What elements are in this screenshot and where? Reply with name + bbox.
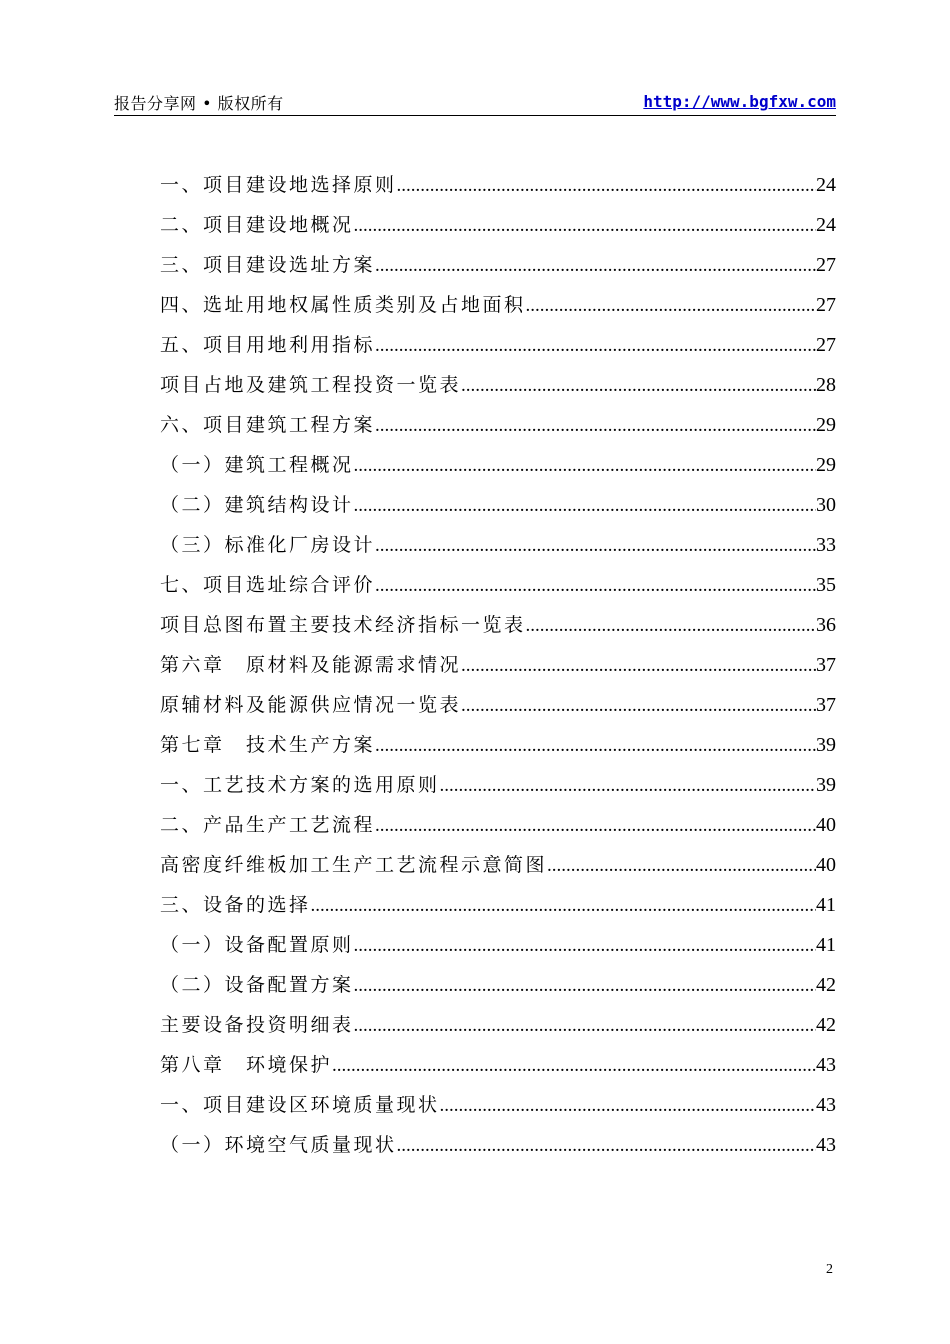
toc-entry[interactable]	[160, 450, 836, 490]
toc-leader-dots	[332, 1055, 816, 1077]
toc-leader-dots	[311, 895, 816, 917]
toc-entry-page: 29	[816, 414, 836, 436]
toc-leader-dots	[354, 1015, 816, 1037]
toc-entry[interactable]	[160, 730, 836, 770]
toc-leader-dots	[375, 735, 816, 757]
toc-entry-title: （三）标准化厂房设计	[160, 534, 376, 556]
toc-entry-page: 24	[816, 174, 836, 196]
toc-leader-dots	[375, 335, 816, 357]
toc-entry-page: 42	[816, 1014, 836, 1036]
toc-entry[interactable]	[160, 610, 836, 650]
toc-entry[interactable]	[160, 1050, 836, 1090]
toc-entry[interactable]	[160, 810, 836, 850]
toc-entry-title: 五、项目用地利用指标	[160, 334, 376, 356]
header-site-name: 报告分享网 • 版权所有	[114, 94, 284, 113]
page-number: 2	[826, 1262, 833, 1277]
toc-leader-dots	[547, 855, 816, 877]
toc-leader-dots	[526, 615, 816, 637]
toc-entry-title: 第八章 环境保护	[160, 1054, 333, 1076]
toc-entry[interactable]	[160, 890, 836, 930]
toc-entry-page: 40	[816, 854, 836, 876]
toc-entry-title: （一）设备配置原则	[160, 934, 354, 956]
toc-entry-page: 27	[816, 334, 836, 356]
toc-entry-title: 第七章 技术生产方案	[160, 734, 376, 756]
toc-entry[interactable]	[160, 930, 836, 970]
page-header	[114, 91, 836, 116]
toc-leader-dots	[354, 455, 816, 477]
toc-entry[interactable]	[160, 170, 836, 210]
toc-entry-page: 42	[816, 974, 836, 996]
toc-entry[interactable]	[160, 850, 836, 890]
toc-leader-dots	[526, 295, 816, 317]
toc-leader-dots	[354, 495, 816, 517]
toc-entry-page: 30	[816, 494, 836, 516]
toc-entry-page: 41	[816, 894, 836, 916]
toc-entry-page: 28	[816, 374, 836, 396]
toc-entry[interactable]	[160, 650, 836, 690]
toc-leader-dots	[354, 935, 816, 957]
toc-entry-page: 40	[816, 814, 836, 836]
toc-entry[interactable]	[160, 570, 836, 610]
toc-leader-dots	[375, 575, 816, 597]
toc-entry-title: 一、工艺技术方案的选用原则	[160, 774, 440, 796]
toc-entry[interactable]	[160, 970, 836, 1010]
toc-entry[interactable]	[160, 1090, 836, 1130]
toc-entry[interactable]	[160, 250, 836, 290]
header-url-link[interactable]: http://www.bgfxw.com	[643, 92, 836, 111]
toc-entry-page: 27	[816, 294, 836, 316]
toc-entry-page: 33	[816, 534, 836, 556]
toc-entry-title: 第六章 原材料及能源需求情况	[160, 654, 462, 676]
toc-leader-dots	[375, 815, 816, 837]
toc-entry[interactable]	[160, 490, 836, 530]
toc-entry-page: 29	[816, 454, 836, 476]
toc-entry-page: 37	[816, 694, 836, 716]
toc-entry[interactable]	[160, 1010, 836, 1050]
toc-leader-dots	[461, 655, 816, 677]
toc-entry[interactable]	[160, 330, 836, 370]
toc-entry-page: 43	[816, 1134, 836, 1156]
toc-leader-dots	[375, 535, 816, 557]
table-of-contents	[160, 170, 836, 1170]
toc-entry-title: 四、选址用地权属性质类别及占地面积	[160, 294, 526, 316]
toc-entry-page: 43	[816, 1094, 836, 1116]
toc-entry-page: 27	[816, 254, 836, 276]
toc-entry-title: 原辅材料及能源供应情况一览表	[160, 694, 462, 716]
toc-entry-title: 七、项目选址综合评价	[160, 574, 376, 596]
toc-entry[interactable]	[160, 410, 836, 450]
toc-leader-dots	[375, 415, 816, 437]
toc-entry[interactable]	[160, 1130, 836, 1170]
toc-entry-page: 24	[816, 214, 836, 236]
toc-leader-dots	[461, 375, 816, 397]
toc-leader-dots	[397, 1135, 816, 1157]
toc-entry[interactable]	[160, 210, 836, 250]
toc-entry-page: 37	[816, 654, 836, 676]
toc-entry-title: （一）环境空气质量现状	[160, 1134, 397, 1156]
toc-entry-page: 36	[816, 614, 836, 636]
toc-entry-title: 一、项目建设地选择原则	[160, 174, 397, 196]
toc-entry-title: 三、设备的选择	[160, 894, 311, 916]
toc-entry-title: 主要设备投资明细表	[160, 1014, 354, 1036]
toc-entry[interactable]	[160, 290, 836, 330]
toc-entry-title: 一、项目建设区环境质量现状	[160, 1094, 440, 1116]
toc-leader-dots	[397, 175, 816, 197]
toc-leader-dots	[375, 255, 816, 277]
toc-leader-dots	[440, 775, 816, 797]
toc-entry[interactable]	[160, 530, 836, 570]
toc-entry-title: 六、项目建筑工程方案	[160, 414, 376, 436]
toc-entry-title: （一）建筑工程概况	[160, 454, 354, 476]
toc-leader-dots	[461, 695, 816, 717]
toc-entry-page: 41	[816, 934, 836, 956]
toc-entry-title: 项目总图布置主要技术经济指标一览表	[160, 614, 526, 636]
toc-entry-page: 39	[816, 774, 836, 796]
toc-entry-title: （二）建筑结构设计	[160, 494, 354, 516]
toc-entry-page: 39	[816, 734, 836, 756]
toc-leader-dots	[354, 975, 816, 997]
toc-entry[interactable]	[160, 370, 836, 410]
toc-leader-dots	[354, 215, 816, 237]
toc-entry-title: （二）设备配置方案	[160, 974, 354, 996]
toc-entry[interactable]	[160, 770, 836, 810]
toc-leader-dots	[440, 1095, 816, 1117]
toc-entry-title: 项目占地及建筑工程投资一览表	[160, 374, 462, 396]
toc-entry[interactable]	[160, 690, 836, 730]
toc-entry-page: 35	[816, 574, 836, 596]
toc-entry-page: 43	[816, 1054, 836, 1076]
toc-entry-title: 高密度纤维板加工生产工艺流程示意简图	[160, 854, 548, 876]
toc-entry-title: 三、项目建设选址方案	[160, 254, 376, 276]
toc-entry-title: 二、产品生产工艺流程	[160, 814, 376, 836]
toc-entry-title: 二、项目建设地概况	[160, 214, 354, 236]
